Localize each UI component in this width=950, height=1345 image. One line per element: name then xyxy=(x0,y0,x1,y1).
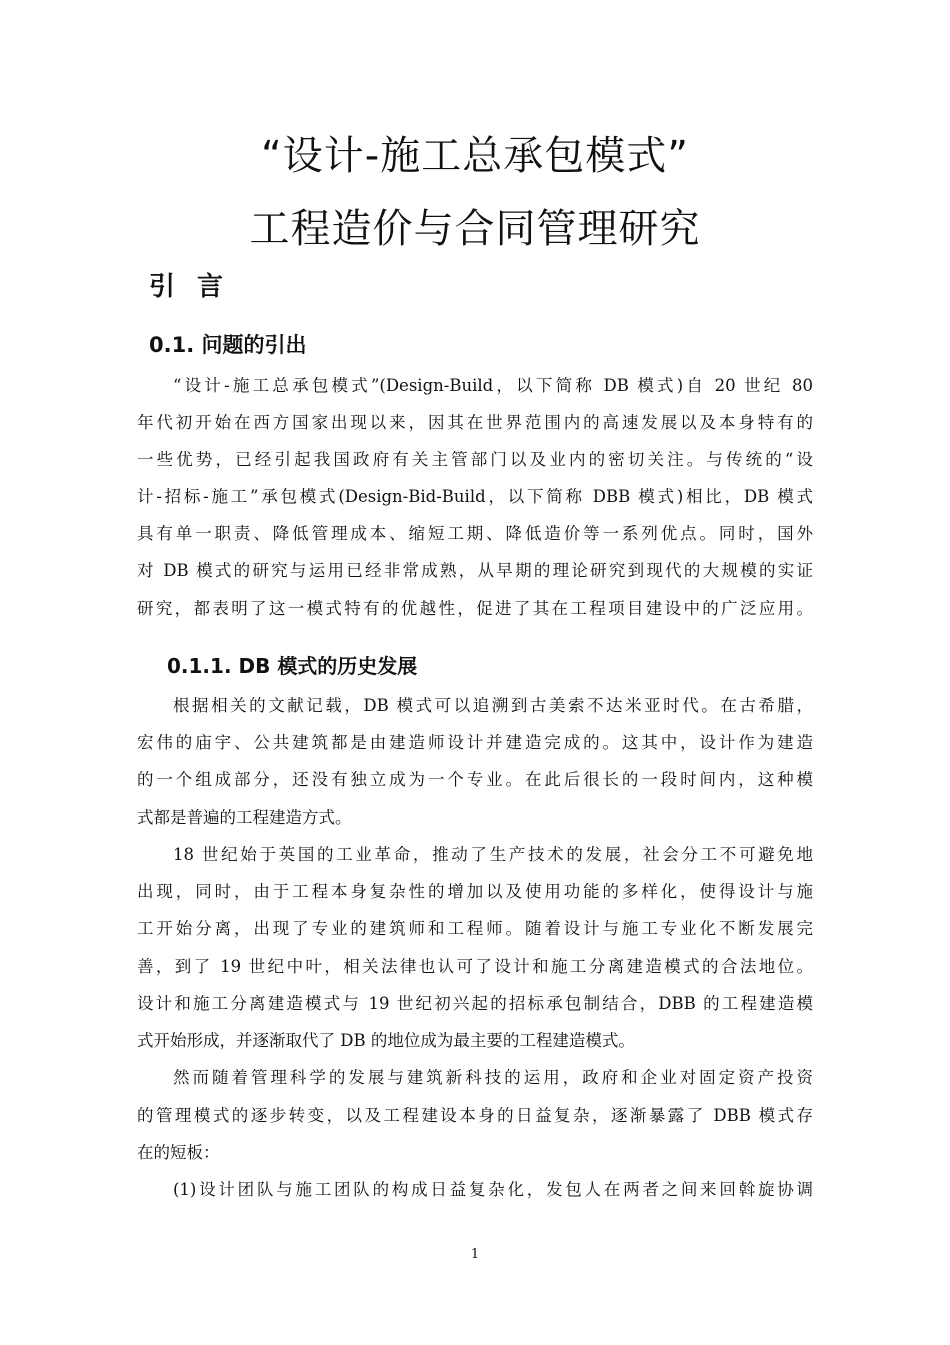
paragraph-4-line: 的管理模式的逐步转变，以及工程建设本身的日益复杂，逐渐暴露了 DBB 模式存 xyxy=(137,1106,813,1125)
document-title-line-1: “设计-施工总承包模式” xyxy=(261,133,689,179)
paragraph-3-line: 工开始分离，出现了专业的建筑师和工程师。随着设计与施工专业化不断发展完 xyxy=(137,919,813,938)
paragraph-2-line: 的一个组成部分，还没有独立成为一个专业。在此后很长的一段时间内，这种模 xyxy=(137,770,813,789)
paragraph-1-line: 具有单一职责、降低管理成本、缩短工期、降低造价等一系列优点。同时，国外 xyxy=(137,524,813,543)
paragraph-3-line: 设计和施工分离建造模式与 19 世纪初兴起的招标承包制结合，DBB 的工程建造模 xyxy=(137,994,813,1013)
heading-section-0-1: 0.1. 问题的引出 xyxy=(149,333,307,357)
paragraph-1-line: 对 DB 模式的研究与运用已经非常成熟，从早期的理论研究到现代的大规模的实证 xyxy=(137,561,813,580)
paragraph-1-line: 年代初开始在西方国家出现以来，因其在世界范围内的高速发展以及本身特有的 xyxy=(137,413,813,432)
paragraph-1-line: 一些优势，已经引起我国政府有关主管部门以及业内的密切关注。与传统的“设 xyxy=(137,450,813,469)
heading-section-0-1-1: 0.1.1. DB 模式的历史发展 xyxy=(167,654,418,678)
paragraph-1-line: “设计-施工总承包模式”(Design-Build，以下简称 DB 模式)自 20 世纪 80 xyxy=(173,376,813,395)
heading-introduction: 引言 xyxy=(149,272,246,302)
paragraph-3-line: 出现，同时，由于工程本身复杂性的增加以及使用功能的多样化，使得设计与施 xyxy=(137,882,813,901)
paragraph-3-line: 善，到了 19 世纪中叶，相关法律也认可了设计和施工分离建造模式的合法地位。 xyxy=(137,957,813,976)
paragraph-3-line: 式开始形成，并逐渐取代了 DB 的地位成为最主要的工程建造模式。 xyxy=(137,1031,635,1050)
paragraph-1-line: 研究，都表明了这一模式特有的优越性，促进了其在工程项目建设中的广泛应用。 xyxy=(137,599,813,618)
paragraph-1-line: 计-招标-施工”承包模式(Design-Bid-Build，以下简称 DBB 模式)相比，DB 模式 xyxy=(137,487,813,506)
paragraph-4-line: 在的短板： xyxy=(137,1143,220,1162)
paragraph-2-line: 式都是普遍的工程建造方式。 xyxy=(137,808,352,827)
paragraph-2-line: 宏伟的庙宇、公共建筑都是由建造师设计并建造完成的。这其中，设计作为建造 xyxy=(137,733,813,752)
document-title-line-2: 工程造价与合同管理研究 xyxy=(249,206,701,252)
page-number: 1 xyxy=(470,1247,480,1262)
paragraph-5-line: (1)设计团队与施工团队的构成日益复杂化，发包人在两者之间来回斡旋协调 xyxy=(173,1180,813,1199)
paragraph-3-line: 18 世纪始于英国的工业革命，推动了生产技术的发展，社会分工不可避免地 xyxy=(173,845,813,864)
paragraph-2-line: 根据相关的文献记载，DB 模式可以追溯到古美索不达米亚时代。在古希腊， xyxy=(173,696,813,715)
paragraph-4-line: 然而随着管理科学的发展与建筑新科技的运用，政府和企业对固定资产投资 xyxy=(173,1068,813,1087)
